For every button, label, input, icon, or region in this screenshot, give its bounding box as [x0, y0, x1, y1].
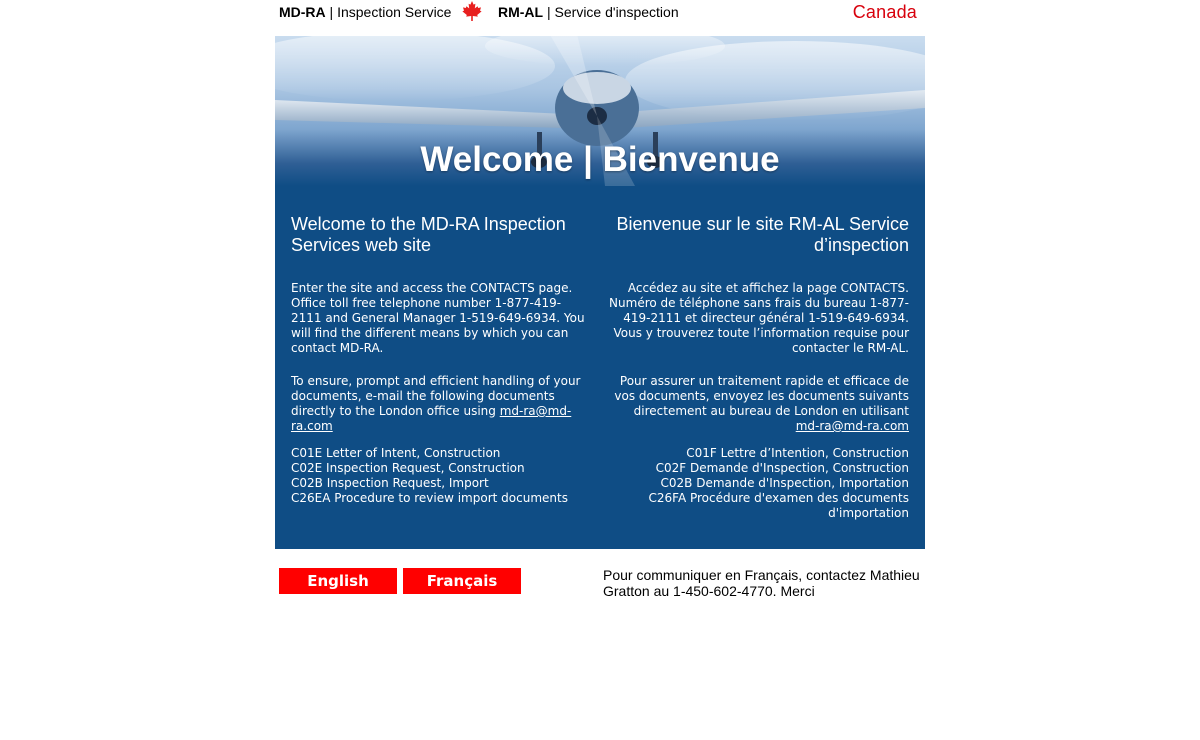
- list-item: C01E Letter of Intent, Construction: [291, 446, 501, 460]
- french-email-paragraph: [609, 374, 909, 434]
- list-item: C02B Inspection Request, Import: [291, 476, 489, 490]
- top-header: [275, 0, 925, 36]
- french-abbreviation: RM-AL: [498, 4, 544, 20]
- french-separator: |: [543, 4, 555, 20]
- english-email-text: To ensure, prompt and efficient handling of your documents, e-mail the following documents directly to the London office using: [291, 374, 581, 418]
- maple-leaf-icon: [462, 0, 482, 22]
- content-panel: [275, 186, 925, 549]
- list-item: C02E Inspection Request, Construction: [291, 461, 525, 475]
- english-contacts-paragraph: Enter the site and access the CONTACTS page. Office toll free telephone number 1-877-419-2111 and General Manager 1-519-649-6934. You will find the different means by which you can contact MD-RA.: [291, 281, 585, 355]
- english-document-list: [291, 446, 591, 506]
- english-button[interactable]: English: [279, 568, 397, 594]
- english-abbreviation: MD-RA: [279, 4, 326, 20]
- french-service-name: Service d'inspection: [554, 4, 679, 20]
- canada-wordmark: Canada: [852, 2, 917, 22]
- list-item: C02B Demande d'Inspection, Importation: [660, 476, 909, 490]
- english-email-link[interactable]: md-ra@md-ra.com: [291, 404, 572, 433]
- french-brand: [498, 4, 679, 20]
- french-heading: Bienvenue sur le site RM-AL Service d’inspection: [616, 214, 909, 255]
- list-item: C26EA Procedure to review import documents: [291, 491, 568, 505]
- english-separator: |: [325, 4, 338, 20]
- hero-banner: [275, 36, 925, 186]
- english-brand: [279, 4, 451, 20]
- french-email-text: Pour assurer un traitement rapide et efficace de vos documents, envoyez les documents suivants directement au bureau de London en utilisant: [614, 374, 909, 418]
- list-item: C26FA Procédure d'examen des documents d'importation: [648, 491, 909, 520]
- french-contact-note: Pour communiquer en Français, contactez Mathieu Gratton au 1-450-602-4770. Merci: [603, 567, 920, 599]
- english-email-paragraph: [291, 374, 591, 434]
- french-contacts-paragraph: Accédez au site et affichez la page CONTACTS. Numéro de téléphone sans frais du bureau 1-877-419-2111 et directeur général 1-519-649-6934. Vous y trouverez toute l’information requise pour contacter le RM-AL.: [609, 281, 909, 355]
- english-heading: Welcome to the MD-RA Inspection Services web site: [291, 214, 566, 255]
- french-email-link[interactable]: md-ra@md-ra.com: [795, 419, 909, 433]
- french-button[interactable]: Français: [403, 568, 521, 594]
- hero-title: Welcome | Bienvenue: [420, 140, 780, 179]
- english-service-name: Inspection Service: [337, 4, 452, 20]
- list-item: C02F Demande d'Inspection, Construction: [655, 461, 909, 475]
- french-document-list: [609, 446, 909, 521]
- list-item: C01F Lettre d’Intention, Construction: [686, 446, 909, 460]
